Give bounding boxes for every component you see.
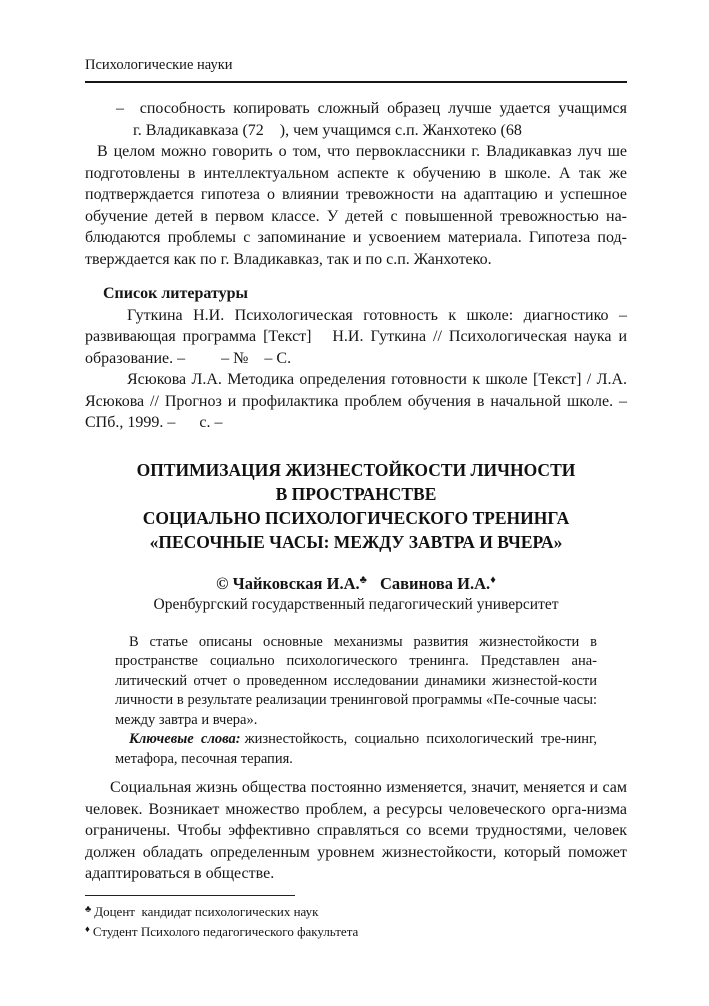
title-line: СОЦИАЛЬНО ПСИХОЛОГИЧЕСКОГО ТРЕНИНГА — [142, 507, 570, 528]
reference-item: Ясюкова Л.А. Методика определения готовности к школе [Текст] / Л.А. Ясюкова // Прогноз и профилактика проблем обучения в начальной школе. – СПб., 1999. – с. – — [85, 371, 627, 431]
footnote — [85, 921, 627, 941]
references-heading: Список литературы — [103, 285, 248, 302]
title-line: ОПТИМИЗАЦИЯ ЖИЗНЕСТОЙКОСТИ ЛИЧНОСТИ — [136, 459, 576, 480]
page-header — [85, 56, 627, 83]
header-rule — [85, 81, 627, 83]
article-title — [85, 458, 627, 554]
author-name: Савинова И.А. — [379, 573, 491, 593]
footnote-text: Студент Психолого педагогического факультета — [92, 923, 359, 939]
title-line: «ПЕСОЧНЫЕ ЧАСЫ: МЕЖДУ ЗАВТРА И ВЧЕРА» — [149, 531, 563, 552]
footnote — [85, 901, 627, 921]
footnotes-block — [85, 901, 627, 941]
conclusion-paragraph: В целом можно говорить о том, что первоклассники г. Владикавказ луч ше подготовлены в интеллектуальном аспекте к обучению в школе. А так же подтверждается гипотеза о влиянии тревожности на адаптацию и успешное обучение детей в первом классе. У детей с повышенной тревожностью на-блюдаются проблемы с запоминание и усвоением материала. Гипотеза под-тверждается как по г. Владикавказ, так и по с.п. Жанхотеко. — [85, 143, 627, 268]
author-name: Чайковская И.А. — [232, 573, 360, 593]
reference-item: Гуткина Н.И. Психологическая готовность к школе: диагностико – развивающая программа [Текст] Н.И. Гуткина // Психологическая наука и образование. – – № – С. — [85, 306, 627, 367]
title-line: В ПРОСТРАНСТВЕ — [275, 483, 437, 504]
keywords-line — [115, 730, 597, 769]
copyright-symbol: © — [216, 573, 229, 593]
club-footnote-marker: ♣ — [359, 573, 367, 586]
body-paragraph: Социальная жизнь общества постоянно изменяется, значит, меняется и сам человек. Возникает множество проблем, а ресурсы человеческого орга-низма ограничены. Чтобы эффективно справляться со всеми трудностями, человек должен обладать определенным уровнем жизнестойкости, который поможет адаптироваться в обществе. — [85, 779, 627, 882]
finding-list-item: – способность копировать сложный образец лучше удается учащимся г. Владикавказа (72 ), чем учащимся с.п. Жанхотеко (68 — [116, 100, 627, 139]
footnote-text: Доцент кандидат психологических наук — [94, 903, 319, 919]
abstract-text: В статье описаны основные механизмы развития жизнестойкости в пространстве социально психологического тренинга. Представлен ана-литический отчет о проведенном исследовании динамики жизнестой-кости личности в результате реализации тренинговой программы «Пе-сочные часы: между завтра и вчера». — [115, 633, 597, 728]
affiliation: Оренбургский государственный педагогический университет — [153, 595, 559, 613]
authors-line — [85, 569, 627, 595]
keywords-text: жизнестойкость, социально психологический тре-нинг, метафора, песочная терапия. — [115, 731, 597, 767]
running-head: Психологические науки — [85, 57, 233, 73]
diamond-footnote-marker: ♦ — [85, 924, 90, 935]
page-body — [85, 98, 627, 941]
keywords-label: Ключевые слова: — [129, 731, 241, 747]
footnote-separator — [85, 895, 295, 896]
diamond-footnote-marker: ♦ — [490, 573, 496, 586]
club-footnote-marker: ♣ — [85, 904, 92, 915]
abstract-block — [115, 633, 597, 770]
